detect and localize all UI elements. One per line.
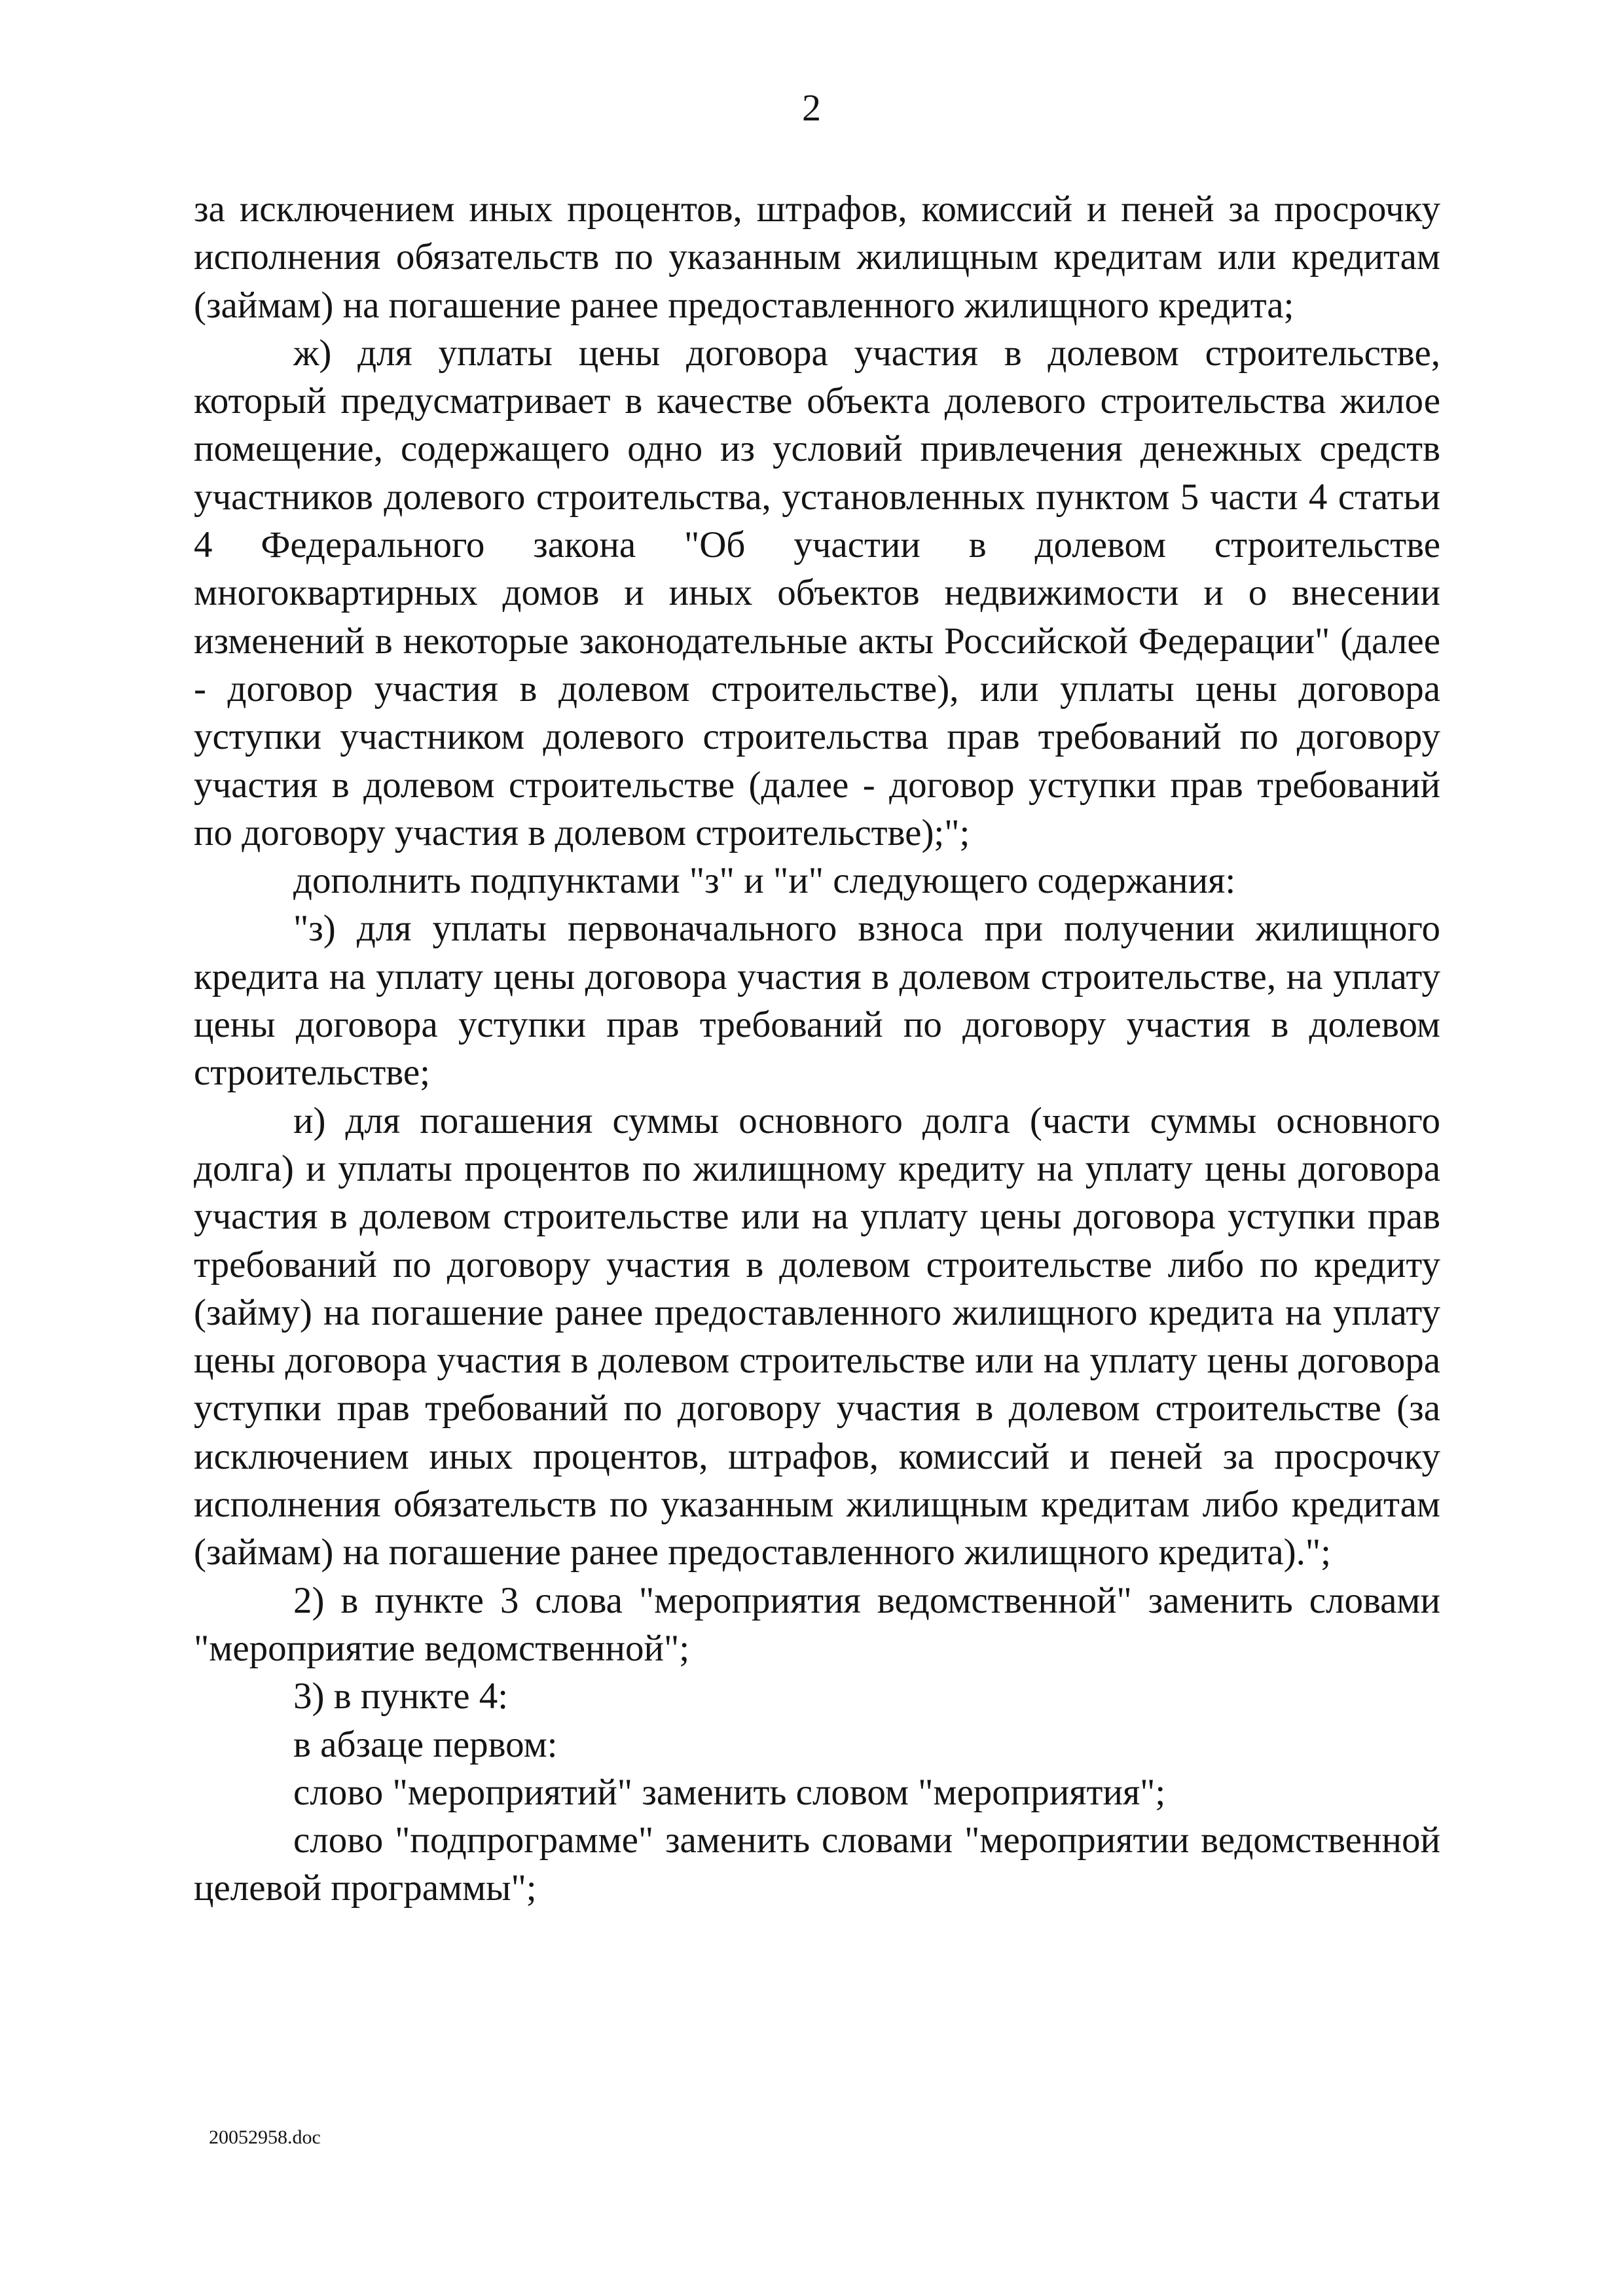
page-number: 2 <box>802 86 821 129</box>
paragraph-subitem-zh: ж) для уплаты цены договора участия в долевом строительстве, который предусматривает в качестве объекта долевого строительства жилое помещение, содержащего одно из условий привлечения денежных средств участников долевого строительства, установленных пунктом 5 части 4 статьи 4 Федерального закона "Об участии в долевом строительстве многоквартирных домов и иных объектов недвижимости и о внесении изменений в некоторые законодательные акты Российской Федерации" (далее - договор участия в долевом строительстве), или уплаты цены договора уступки участником долевого строительства прав требований по договору участия в долевом строительстве (далее - договор уступки прав требований по договору участия в долевом строительстве);"; <box>194 332 1440 853</box>
paragraph-subitem-z: "з) для уплаты первоначального взноса при получении жилищного кредита на уплату цены договора участия в долевом строительстве, на уплату цены договора уступки прав требований по договору участия в долевом строительстве; <box>194 908 1440 1094</box>
paragraph-word-replacement-2: слово "подпрограмме" заменить словами "мероприятии ведомственной целевой программы"; <box>194 1820 1440 1909</box>
paragraph-word-replacement-1: слово "мероприятий" заменить словом "мероприятия"; <box>293 1771 1166 1813</box>
document-body <box>194 185 1440 1912</box>
footer-file-name: 20052958.doc <box>209 2126 321 2148</box>
paragraph-subitem-i: и) для погашения суммы основного долга (части суммы основного долга) и уплаты процентов по жилищному кредиту на уплату цены договора участия в долевом строительстве или на уплату цены договора уступки прав требований по договору участия в долевом строительстве либо по кредиту (займу) на погашение ранее предоставленного жилищного кредита на уплату цены договора участия в долевом строительстве или на уплату цены договора уступки прав требований по договору участия в долевом строительстве (за исключением иных процентов, штрафов, комиссий и пеней за просрочку исполнения обязательств по указанным жилищным кредитам либо кредитам (займам) на погашение ранее предоставленного жилищного кредита)."; <box>194 1100 1440 1573</box>
paragraph-amendment-intro: дополнить подпунктами "з" и "и" следующего содержания: <box>293 860 1236 902</box>
paragraph-first-abzac: в абзаце первом: <box>293 1723 558 1765</box>
paragraph-item-2: 2) в пункте 3 слова "мероприятия ведомственной" заменить словами "мероприятие ведомственной"; <box>194 1579 1440 1669</box>
paragraph-item-3: 3) в пункте 4: <box>293 1676 509 1717</box>
paragraph-continuation: за исключением иных процентов, штрафов, комиссий и пеней за просрочку исполнения обязательств по указанным жилищным кредитам или кредитам (займам) на погашение ранее предоставленного жилищного кредита; <box>194 188 1440 326</box>
